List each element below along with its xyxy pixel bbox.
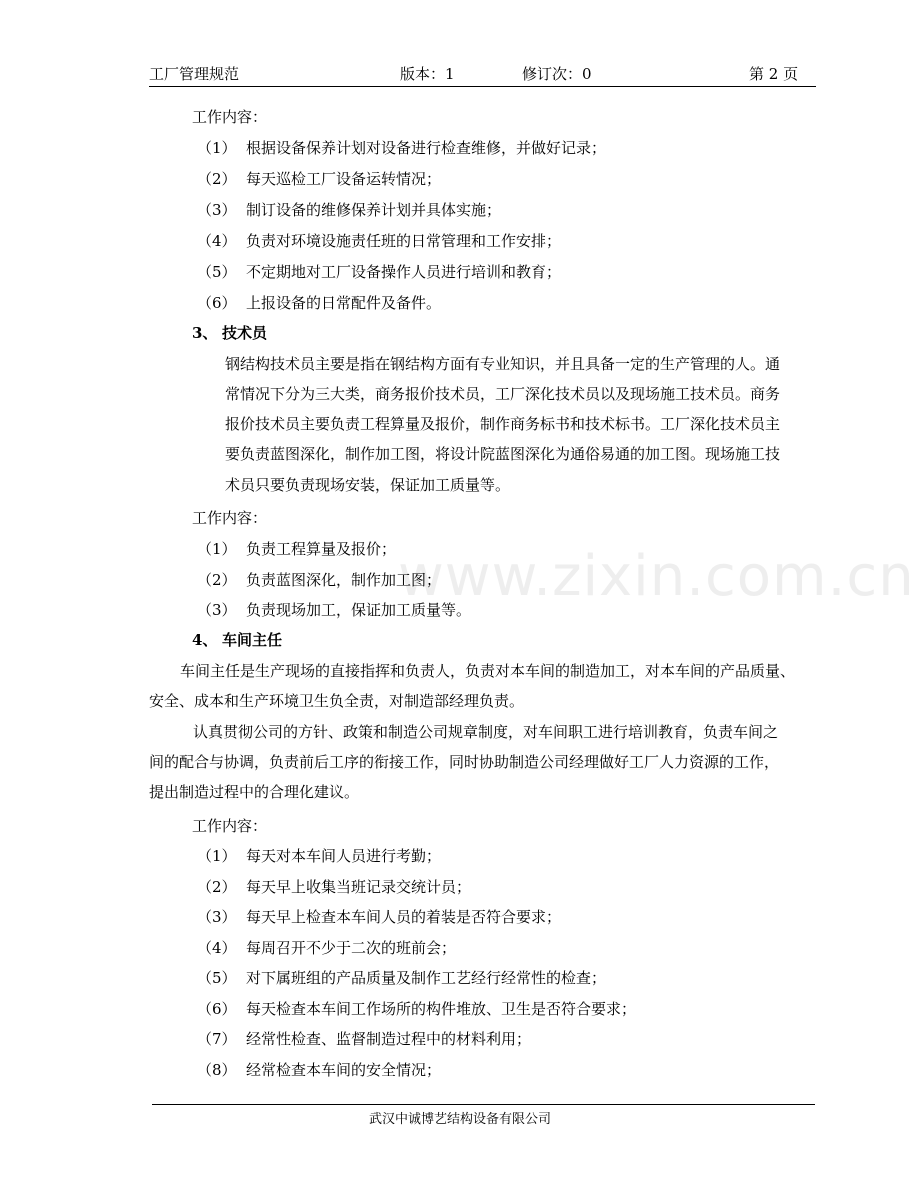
list-item-text: 每周召开不少于二次的班前会； xyxy=(246,939,457,957)
list-item-number: （2） xyxy=(197,878,237,896)
list-item-number: （3） xyxy=(197,908,237,926)
list-item-text: 负责工程算量及报价； xyxy=(246,540,397,558)
paragraph-line: 报价技术员主要负责工程算量及报价，制作商务标书和技术标书。工厂深化技术员主 xyxy=(225,415,781,433)
list-item-number: （3） xyxy=(197,601,237,619)
list-item-number: （4） xyxy=(197,939,237,957)
list-item-number: （8） xyxy=(197,1061,237,1079)
list-item-text: 每天早上检查本车间人员的着装是否符合要求； xyxy=(246,908,562,926)
list-item-text: 经常检查本车间的安全情况； xyxy=(246,1061,442,1079)
paragraph-line: 安全、成本和生产环境卫生负全责，对制造部经理负责。 xyxy=(149,692,525,710)
header-revision: 修订次：0 xyxy=(522,65,592,83)
list-item-number: （3） xyxy=(197,201,237,219)
work-content-label: 工作内容： xyxy=(192,108,268,126)
list-item-number: （7） xyxy=(197,1030,237,1048)
paragraph-line: 车间主任是生产现场的直接指挥和负责人，负责对本车间的制造加工，对本车间的产品质量、 xyxy=(180,662,796,680)
section-number: 4、 xyxy=(192,631,218,649)
watermark: www.zixin.com.cn xyxy=(398,544,915,609)
list-item-text: 每天对本车间人员进行考勤； xyxy=(246,847,442,865)
list-item-text: 每天检查本车间工作场所的构件堆放、卫生是否符合要求； xyxy=(246,1000,637,1018)
header-version: 版本：1 xyxy=(400,65,455,83)
list-item-text: 根据设备保养计划对设备进行检查维修，并做好记录； xyxy=(246,139,607,157)
list-item-number: （6） xyxy=(197,1000,237,1018)
header-rule xyxy=(149,86,816,87)
list-item-number: （1） xyxy=(197,139,237,157)
list-item-number: （1） xyxy=(197,847,237,865)
list-item-text: 经常性检查、监督制造过程中的材料利用； xyxy=(246,1030,532,1048)
list-item-text: 每天早上收集当班记录交统计员； xyxy=(246,878,472,896)
paragraph-line: 要负责蓝图深化，制作加工图，将设计院蓝图深化为通俗易通的加工图。现场施工技 xyxy=(225,445,781,463)
footer-company-name: 武汉中诚博艺结构设备有限公司 xyxy=(368,1112,551,1127)
section-number: 3、 xyxy=(192,324,218,342)
section-heading-technician: 技术员 xyxy=(222,324,268,342)
list-item-text: 上报设备的日常配件及备件。 xyxy=(246,294,442,312)
header-page-number: 第 2 页 xyxy=(749,65,799,83)
list-item-text: 制订设备的维修保养计划并具体实施； xyxy=(246,201,502,219)
paragraph-line: 间的配合与协调，负责前后工序的衔接工作，同时协助制造公司经理做好工厂人力资源的工作， xyxy=(149,753,780,771)
paragraph-line: 提出制造过程中的合理化建议。 xyxy=(149,783,360,801)
list-item-text: 不定期地对工厂设备操作人员进行培训和教育； xyxy=(246,263,562,281)
list-item-number: （5） xyxy=(197,969,237,987)
list-item-number: （5） xyxy=(197,263,237,281)
paragraph-line: 术员只要负责现场安装，保证加工质量等。 xyxy=(225,476,511,494)
list-item-number: （2） xyxy=(197,170,237,188)
paragraph-line: 钢结构技术员主要是指在钢结构方面有专业知识，并且具备一定的生产管理的人。通 xyxy=(225,355,781,373)
list-item-text: 每天巡检工厂设备运转情况； xyxy=(246,170,442,188)
list-item-number: （6） xyxy=(197,294,237,312)
list-item-number: （1） xyxy=(197,540,237,558)
list-item-text: 负责现场加工，保证加工质量等。 xyxy=(246,601,472,619)
paragraph-line: 认真贯彻公司的方针、政策和制造公司规章制度，对车间职工进行培训教育，负责车间之 xyxy=(193,723,779,741)
list-item-text: 对下属班组的产品质量及制作工艺经行经常性的检查； xyxy=(246,969,607,987)
list-item-text: 负责对环境设施责任班的日常管理和工作安排； xyxy=(246,232,562,250)
work-content-label: 工作内容： xyxy=(192,817,268,835)
list-item-text: 负责蓝图深化，制作加工图； xyxy=(246,571,442,589)
list-item-number: （4） xyxy=(197,232,237,250)
section-heading-workshop-director: 车间主任 xyxy=(222,631,283,649)
paragraph-line: 常情况下分为三大类，商务报价技术员，工厂深化技术员以及现场施工技术员。商务 xyxy=(225,385,781,403)
work-content-label: 工作内容： xyxy=(192,509,268,527)
footer-rule xyxy=(152,1104,815,1105)
header-title: 工厂管理规范 xyxy=(149,65,240,83)
list-item-number: （2） xyxy=(197,571,237,589)
